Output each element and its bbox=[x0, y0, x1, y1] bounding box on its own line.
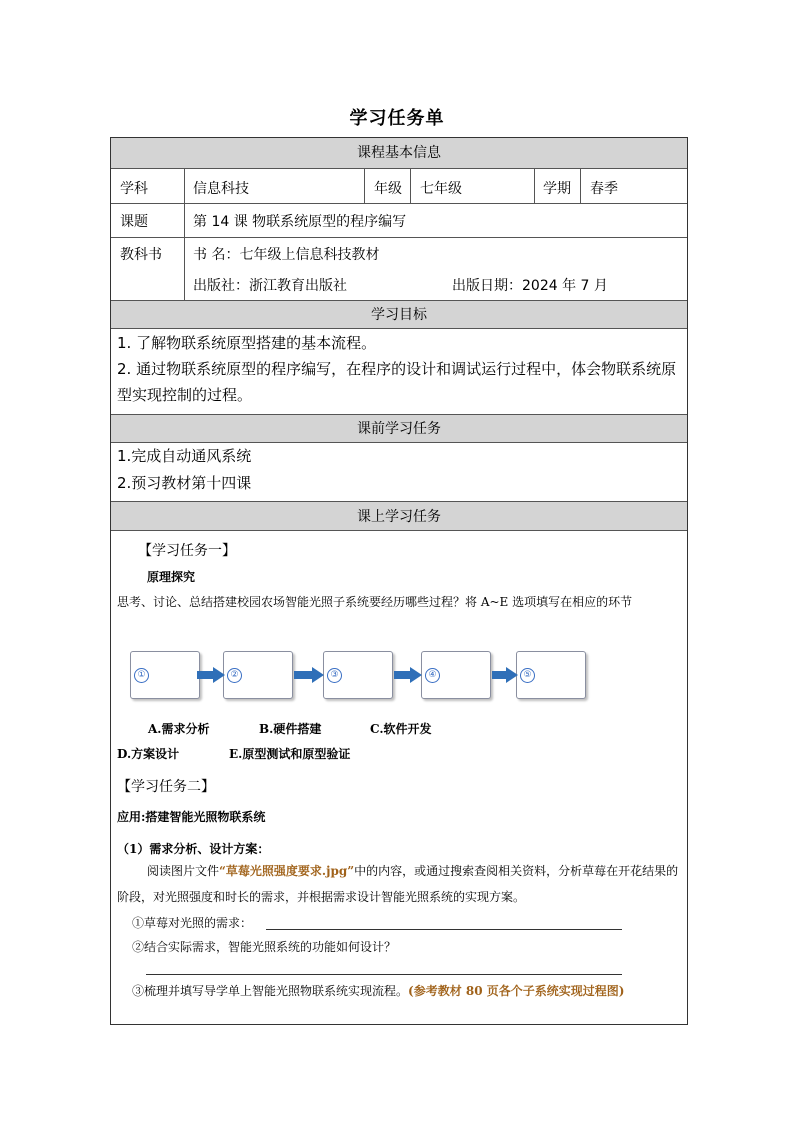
subject-value: 信息科技 bbox=[193, 181, 249, 197]
task2-subtitle: 应用:搭建智能光照物联系统 bbox=[117, 810, 266, 824]
flow-step-number: ① bbox=[134, 668, 149, 683]
flow-box-1[interactable] bbox=[130, 651, 200, 699]
textbook-name: 书 名：七年级上信息科技教材 bbox=[193, 247, 380, 263]
task1-question: 思考、讨论、总结搭建校园农场智能光照子系统要经历哪些过程？将 A~E 选项填写在相应的环节 bbox=[117, 595, 633, 609]
option-c: C.软件开发 bbox=[370, 722, 432, 736]
textbook-publisher: 出版社：浙江教育出版社 bbox=[193, 278, 347, 294]
term-value: 春季 bbox=[590, 181, 618, 197]
section-header-objectives: 学习目标 bbox=[111, 300, 687, 329]
step1-instructions bbox=[117, 858, 685, 910]
question-3-reference: (参考教材 80 页各个子系统实现过程图) bbox=[408, 984, 625, 998]
task1-title: 【学习任务一】 bbox=[138, 543, 236, 559]
pre-class-item-1: 1.完成自动通风系统 bbox=[117, 447, 252, 465]
question-1: ①草莓对光照的需求： bbox=[132, 916, 253, 930]
textbook-label: 教科书 bbox=[120, 247, 162, 263]
flow-step-number: ⑤ bbox=[520, 668, 535, 683]
flow-arrow-icon bbox=[197, 667, 225, 683]
flow-arrow-icon bbox=[394, 667, 422, 683]
question-3-text: ③梳理并填写导学单上智能光照物联系统实现流程。 bbox=[132, 984, 409, 998]
step1-text-b: 中的内容，或通过搜索查阅相关资料，分析草莓在开花结果的阶段，对光照强度和时长的需求，并根据需求设计智能光照系统的实现方案。 bbox=[117, 864, 679, 904]
flow-step-number: ④ bbox=[425, 668, 440, 683]
option-e: E.原型测试和原型验证 bbox=[229, 747, 351, 761]
step1-text-a: 阅读图片文件 bbox=[147, 864, 220, 878]
section-header-pre-class: 课前学习任务 bbox=[111, 414, 687, 443]
grade-label: 年级 bbox=[374, 181, 402, 197]
task-sheet-table bbox=[110, 137, 688, 1025]
option-a: A.需求分析 bbox=[148, 722, 210, 736]
answer-line-2[interactable] bbox=[146, 974, 622, 975]
section-header-in-class: 课上学习任务 bbox=[111, 501, 687, 531]
task1-subtitle: 原理探究 bbox=[147, 570, 196, 584]
option-d: D.方案设计 bbox=[117, 747, 180, 761]
flow-box-4[interactable] bbox=[421, 651, 491, 699]
page-title: 学习任务单 bbox=[349, 108, 445, 129]
task2-title: 【学习任务二】 bbox=[117, 779, 215, 795]
flow-box-2[interactable] bbox=[223, 651, 293, 699]
flow-box-5[interactable] bbox=[516, 651, 586, 699]
objective-item-1: 1. 了解物联系统原型搭建的基本流程。 bbox=[117, 334, 377, 352]
grade-value: 七年级 bbox=[420, 181, 462, 197]
question-2: ②结合实际需求，智能光照系统的功能如何设计？ bbox=[132, 940, 397, 954]
lesson-label: 课题 bbox=[120, 214, 148, 230]
option-b: B.硬件搭建 bbox=[259, 722, 322, 736]
textbook-pub-date: 出版日期：2024 年 7 月 bbox=[452, 278, 608, 294]
term-label: 学期 bbox=[543, 181, 571, 197]
flow-step-number: ③ bbox=[327, 668, 342, 683]
section-header-basic-info: 课程基本信息 bbox=[111, 138, 687, 169]
question-3 bbox=[117, 980, 685, 1002]
flow-arrow-icon bbox=[294, 667, 324, 683]
step1-title: （1）需求分析、设计方案： bbox=[117, 842, 270, 856]
pre-class-item-2: 2.预习教材第十四课 bbox=[117, 474, 252, 492]
flow-arrow-icon bbox=[492, 667, 518, 683]
answer-line-1[interactable] bbox=[266, 929, 622, 930]
objective-item-2: 2. 通过物联系统原型的程序编写，在程序的设计和调试运行过程中，体会物联系统原型实现控制的过程。 bbox=[117, 360, 677, 404]
flow-step-number: ② bbox=[227, 668, 242, 683]
step1-file-name: “草莓光照强度要求.jpg” bbox=[219, 864, 355, 878]
flow-box-3[interactable] bbox=[323, 651, 393, 699]
subject-label: 学科 bbox=[120, 181, 148, 197]
lesson-value: 第 14 课 物联系统原型的程序编写 bbox=[193, 214, 407, 230]
